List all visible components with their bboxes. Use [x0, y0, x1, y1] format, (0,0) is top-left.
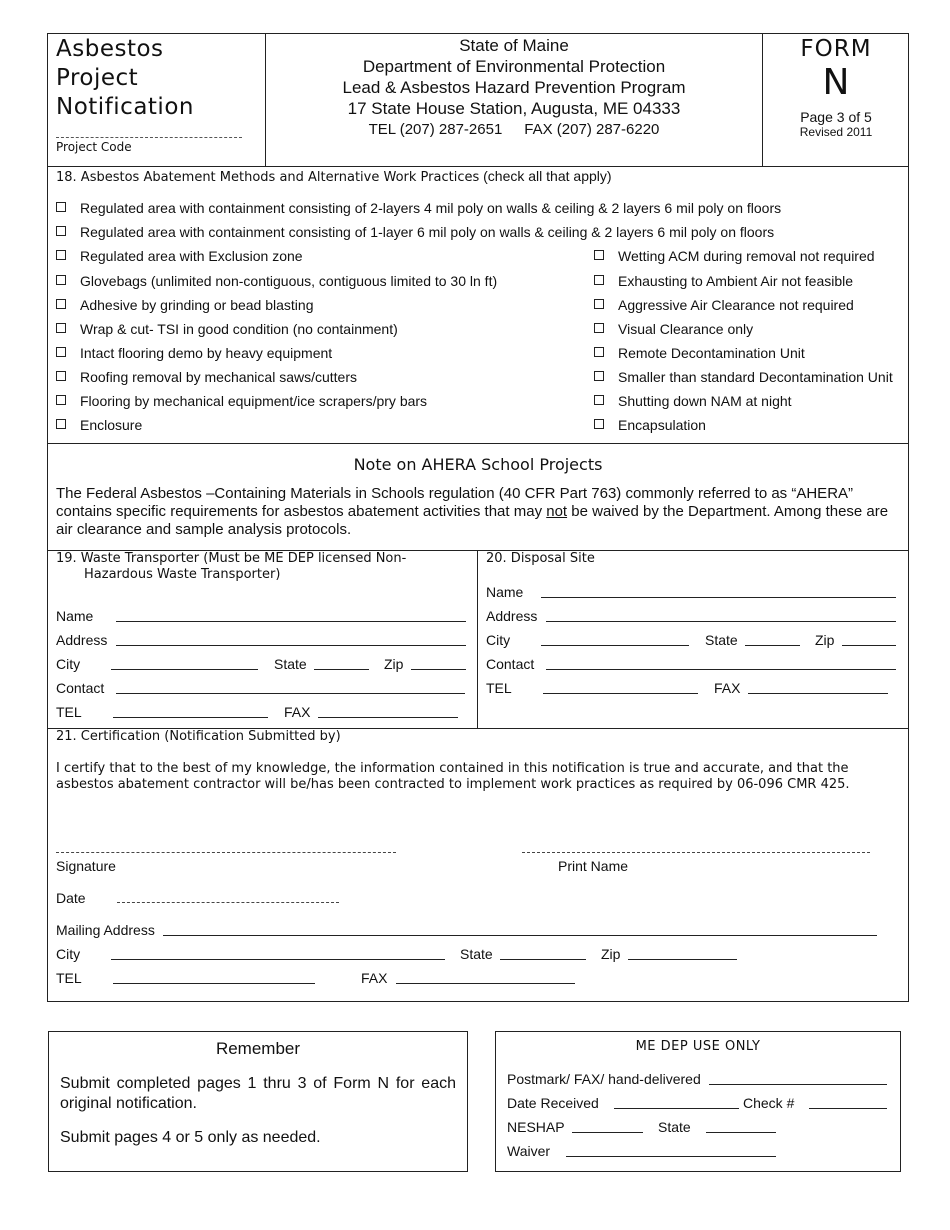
- checkbox-item[interactable]: Regulated area with containment consisting of 2-layers 4 mil poly on walls & ceiling & 2 layers 6 mil poly on floors: [56, 200, 781, 217]
- checkbox[interactable]: [56, 226, 66, 236]
- checkbox[interactable]: [594, 419, 604, 429]
- disposal-contact-label: Contact: [486, 656, 535, 672]
- date-label: Date: [56, 890, 86, 906]
- checkbox[interactable]: [594, 371, 604, 381]
- checkbox[interactable]: [56, 323, 66, 333]
- disposal-address-field[interactable]: [546, 609, 896, 622]
- form-id-block: FORM N Page 3 of 5 Revised 2011: [799, 36, 873, 139]
- checkbox-item[interactable]: Regulated area with containment consisting of 1-layer 6 mil poly on walls & ceiling & 2 layers 6 mil poly on floors: [56, 224, 774, 241]
- checkbox[interactable]: [594, 395, 604, 405]
- waste-address-label: Address: [56, 632, 108, 648]
- checkbox[interactable]: [56, 299, 66, 309]
- checkbox-item[interactable]: Exhausting to Ambient Air not feasible: [594, 273, 853, 290]
- section-18-title: 18. Asbestos Abatement Methods and Alternative Work Practices (check all that apply): [56, 168, 612, 185]
- cert-state-label: State: [460, 946, 493, 962]
- disposal-zip-field[interactable]: [842, 633, 896, 646]
- agency-block: State of Maine Department of Environmental Protection Lead & Asbestos Hazard Prevention Program 17 State House Station, Augusta, ME 04333 TEL (207) 287-2651 FAX (207) 287-6220: [342, 36, 686, 138]
- waiver-label: Waiver: [507, 1143, 551, 1159]
- cert-city-label: City: [56, 946, 81, 962]
- certification-statement: I certify that to the best of my knowledge, the information contained in this notification is true and accurate, and that the asbestos abatement contractor will be/has been contracted to implement work practices as required by 06-096 CMR 425.: [56, 761, 850, 792]
- disposal-name-label: Name: [486, 584, 524, 600]
- section-20-title: 20. Disposal Site: [486, 551, 595, 566]
- checkbox-item[interactable]: Aggressive Air Clearance not required: [594, 297, 854, 314]
- checkbox[interactable]: [594, 323, 604, 333]
- print-name-label: Print Name: [558, 858, 629, 874]
- checkbox[interactable]: [56, 419, 66, 429]
- cert-state-field[interactable]: [500, 947, 586, 960]
- check-number-field[interactable]: [809, 1096, 887, 1109]
- waste-tel-label: TEL: [56, 704, 82, 720]
- cert-zip-label: Zip: [601, 946, 621, 962]
- disposal-state-field[interactable]: [745, 633, 800, 646]
- date-received-field[interactable]: [614, 1096, 739, 1109]
- checkbox-item[interactable]: Encapsulation: [594, 417, 706, 434]
- disposal-name-field[interactable]: [541, 585, 896, 598]
- waste-contact-field[interactable]: [116, 681, 465, 694]
- checkbox[interactable]: [56, 395, 66, 405]
- disposal-city-label: City: [486, 632, 511, 648]
- checkbox-item[interactable]: Shutting down NAM at night: [594, 393, 792, 410]
- cert-tel-label: TEL: [56, 970, 82, 986]
- checkbox-item[interactable]: Wetting ACM during removal not required: [594, 248, 875, 265]
- waste-city-label: City: [56, 656, 81, 672]
- checkbox[interactable]: [56, 371, 66, 381]
- disposal-address-label: Address: [486, 608, 538, 624]
- dep-state-label: State: [658, 1119, 691, 1135]
- checkbox[interactable]: [594, 250, 604, 260]
- ahera-text: The Federal Asbestos –Containing Materials in Schools regulation (40 CFR Part 763) commonly referred to as “AHERA” contains specific requirements for asbestos abatement activities that may not be waived by the Department. Among these are air clearance and sample analysis protocols.: [56, 485, 889, 538]
- disposal-tel-field[interactable]: [543, 681, 698, 694]
- date-field[interactable]: [117, 902, 339, 903]
- waste-state-label: State: [274, 656, 307, 672]
- waste-tel-field[interactable]: [113, 705, 268, 718]
- cert-fax-field[interactable]: [396, 971, 575, 984]
- section-19-20-divider: [477, 550, 478, 729]
- checkbox-item[interactable]: Flooring by mechanical equipment/ice scrapers/pry bars: [56, 393, 427, 410]
- disposal-zip-label: Zip: [815, 632, 835, 648]
- checkbox-item[interactable]: Regulated area with Exclusion zone: [56, 248, 303, 265]
- waiver-field[interactable]: [566, 1144, 776, 1157]
- disposal-city-field[interactable]: [541, 633, 689, 646]
- postmark-label: Postmark/ FAX/ hand-delivered: [507, 1071, 701, 1087]
- waste-state-field[interactable]: [314, 657, 369, 670]
- waste-contact-label: Contact: [56, 680, 105, 696]
- checkbox[interactable]: [594, 299, 604, 309]
- neshap-label: NESHAP: [507, 1119, 565, 1135]
- disposal-contact-field[interactable]: [546, 657, 896, 670]
- disposal-fax-label: FAX: [714, 680, 741, 696]
- waste-name-field[interactable]: [116, 609, 466, 622]
- checkbox-item[interactable]: Wrap & cut- TSI in good condition (no containment): [56, 321, 398, 338]
- checkbox-item[interactable]: Remote Decontamination Unit: [594, 345, 805, 362]
- checkbox-item[interactable]: Adhesive by grinding or bead blasting: [56, 297, 314, 314]
- project-code-label: Project Code: [56, 140, 132, 154]
- dep-state-field[interactable]: [706, 1120, 776, 1133]
- section-19-title: 19. Waste Transporter (Must be ME DEP licensed Non- Hazardous Waste Transporter): [56, 551, 407, 582]
- checkbox[interactable]: [594, 275, 604, 285]
- waste-fax-label: FAX: [284, 704, 311, 720]
- neshap-field[interactable]: [572, 1120, 643, 1133]
- print-name-field[interactable]: [522, 852, 870, 853]
- remember-line-1: Submit completed pages 1 thru 3 of Form N for each original notification.: [60, 1075, 456, 1112]
- check-number-label: Check #: [743, 1095, 795, 1111]
- checkbox-item[interactable]: Smaller than standard Decontamination Unit: [594, 369, 893, 386]
- waste-zip-field[interactable]: [411, 657, 466, 670]
- cert-city-field[interactable]: [111, 947, 445, 960]
- waste-fax-field[interactable]: [318, 705, 458, 718]
- checkbox-item[interactable]: Glovebags (unlimited non-contiguous, contiguous limited to 30 ln ft): [56, 273, 497, 290]
- waste-zip-label: Zip: [384, 656, 404, 672]
- waste-name-label: Name: [56, 608, 94, 624]
- checkbox[interactable]: [56, 250, 66, 260]
- project-code-line[interactable]: [56, 137, 242, 138]
- checkbox[interactable]: [56, 275, 66, 285]
- postmark-field[interactable]: [709, 1072, 887, 1085]
- checkbox[interactable]: [594, 347, 604, 357]
- mailing-address-field[interactable]: [163, 923, 877, 936]
- disposal-fax-field[interactable]: [748, 681, 888, 694]
- waste-address-field[interactable]: [116, 633, 466, 646]
- ahera-title: Note on AHERA School Projects: [353, 455, 603, 474]
- checkbox-item[interactable]: Intact flooring demo by heavy equipment: [56, 345, 332, 362]
- checkbox[interactable]: [56, 202, 66, 212]
- checkbox-item[interactable]: Visual Clearance only: [594, 321, 753, 338]
- cert-fax-label: FAX: [361, 970, 388, 986]
- signature-label: Signature: [56, 858, 116, 874]
- checkbox[interactable]: [56, 347, 66, 357]
- waste-city-field[interactable]: [111, 657, 258, 670]
- remember-line-2: Submit pages 4 or 5 only as needed.: [60, 1129, 321, 1146]
- checkbox-item[interactable]: Roofing removal by mechanical saws/cutters: [56, 369, 357, 386]
- remember-title: Remember: [215, 1039, 301, 1058]
- disposal-state-label: State: [705, 632, 738, 648]
- dep-use-title: ME DEP USE ONLY: [635, 1039, 761, 1054]
- form-title: Asbestos Project Notification: [56, 36, 194, 120]
- disposal-tel-label: TEL: [486, 680, 512, 696]
- signature-field[interactable]: [56, 852, 396, 853]
- mailing-address-label: Mailing Address: [56, 922, 155, 938]
- date-received-label: Date Received: [507, 1095, 599, 1111]
- cert-zip-field[interactable]: [628, 947, 737, 960]
- checkbox-item[interactable]: Enclosure: [56, 417, 142, 434]
- section-21-title: 21. Certification (Notification Submitted by): [56, 729, 341, 744]
- cert-tel-field[interactable]: [113, 971, 315, 984]
